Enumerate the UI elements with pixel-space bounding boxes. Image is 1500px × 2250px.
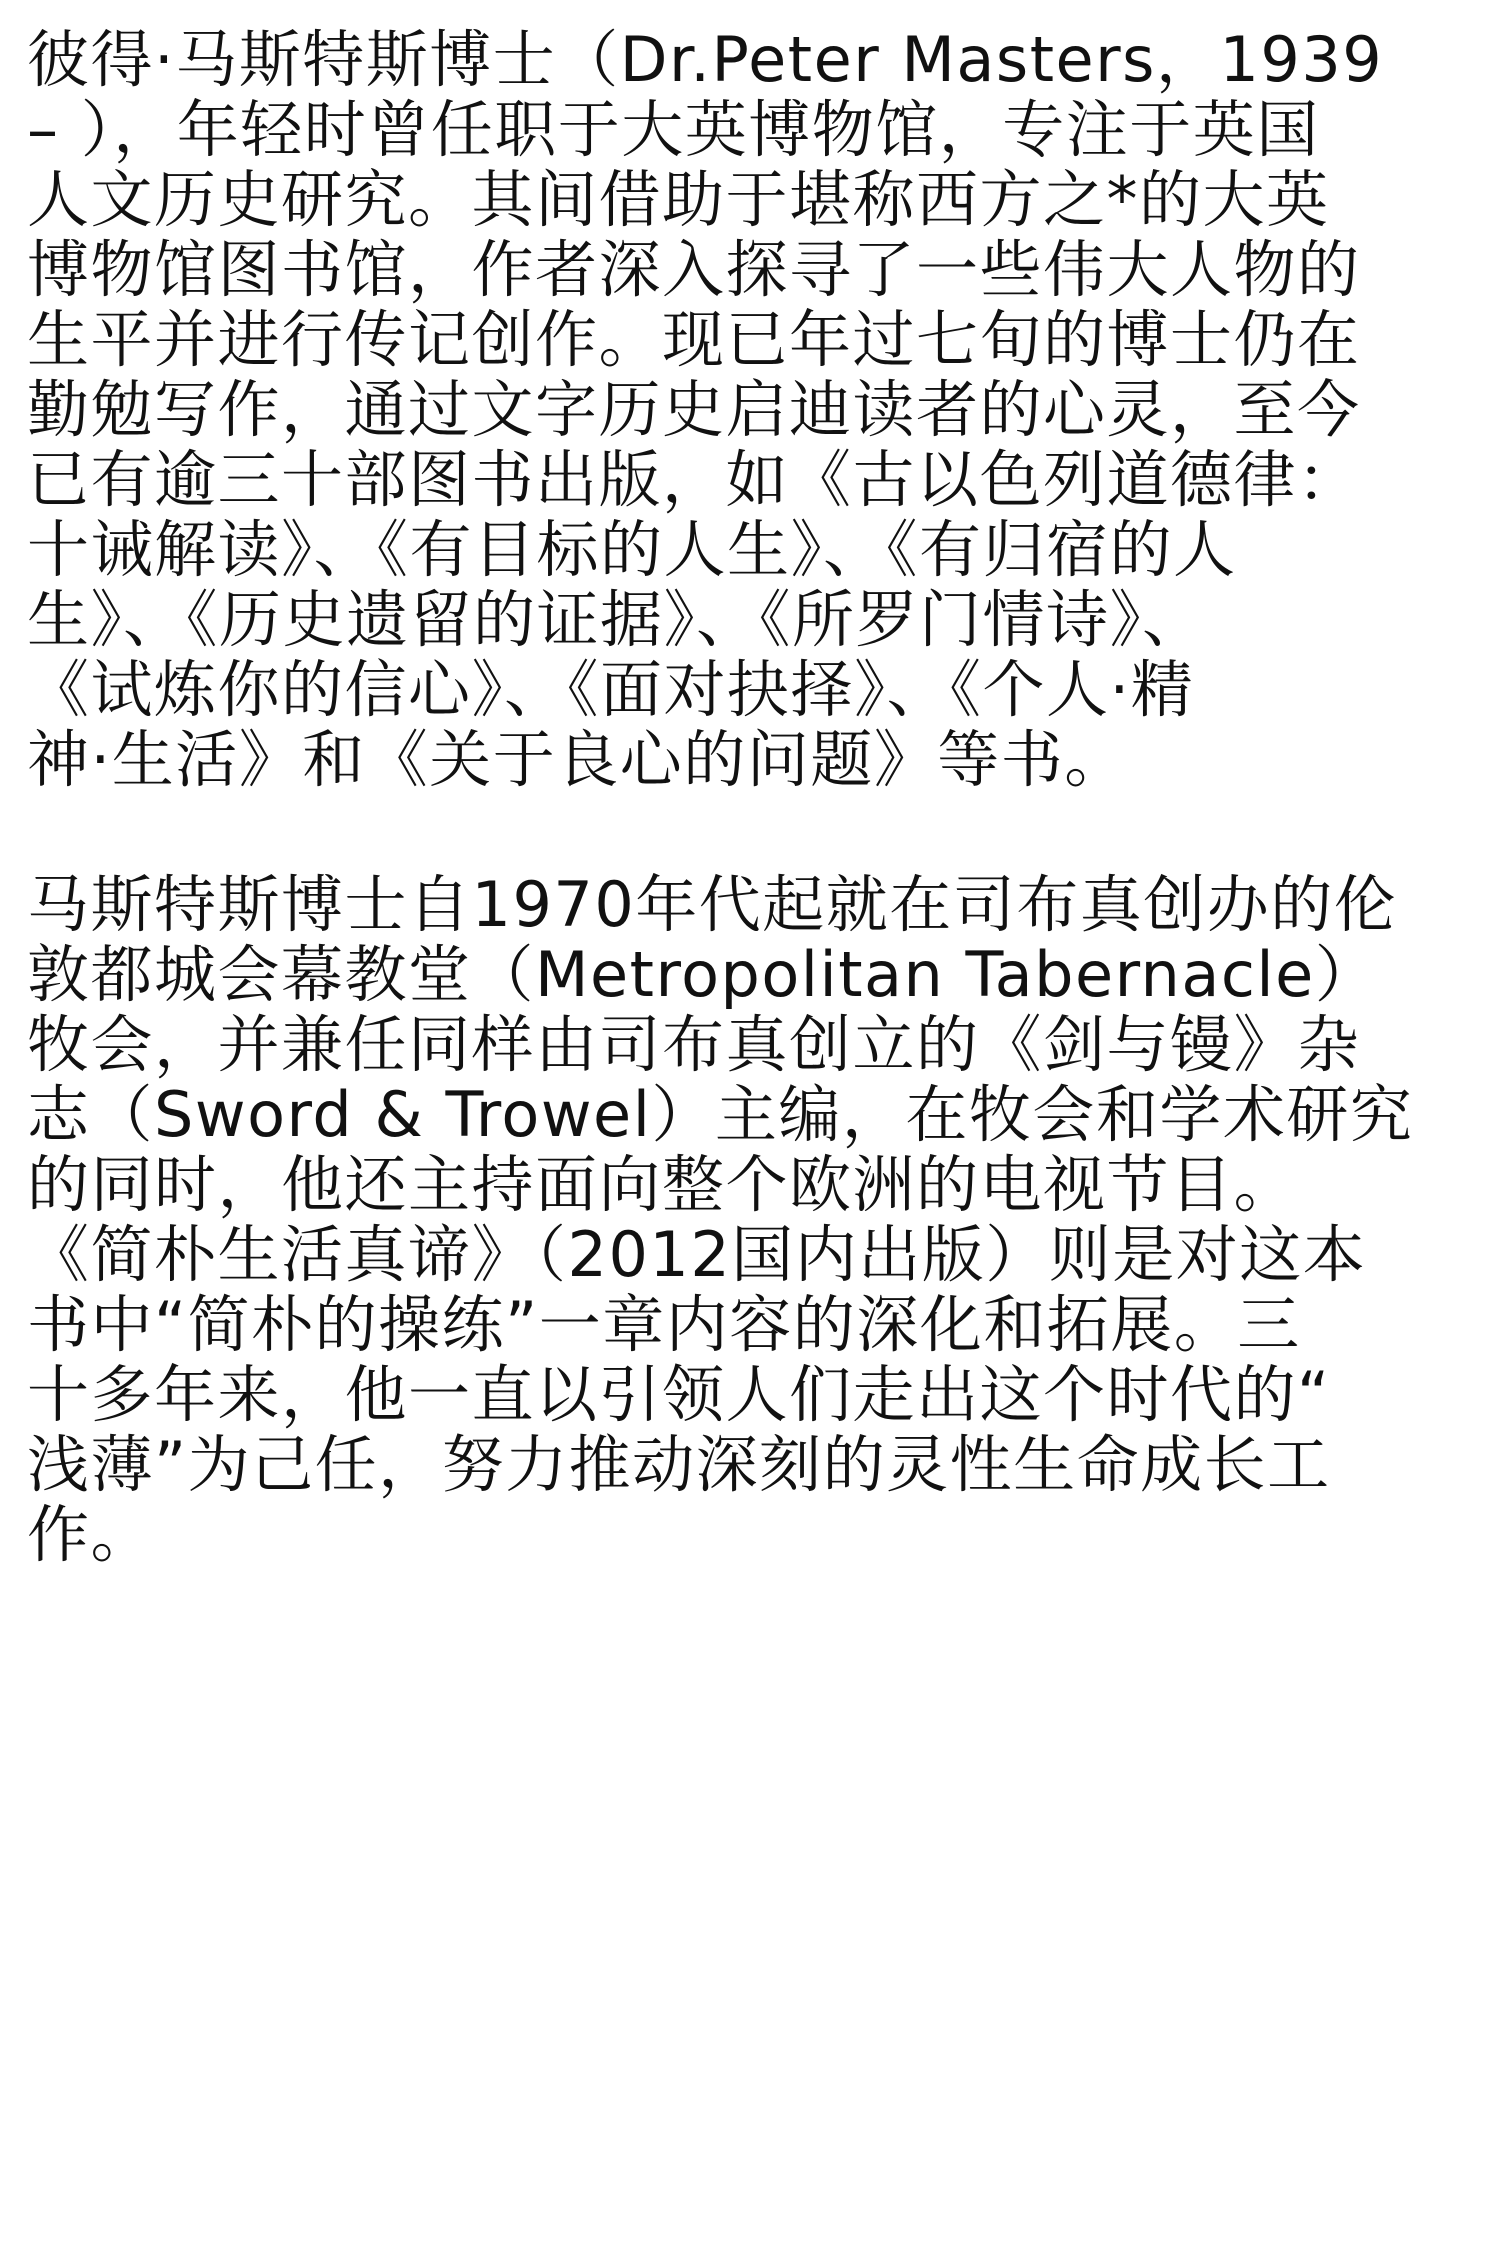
- text-line: 志（Sword & Trowel）主编，在牧会和学术研究: [27, 1078, 1414, 1151]
- text-line: 的同时，他还主持面向整个欧洲的电视节目。: [27, 1148, 1298, 1221]
- text-line: 已有逾三十部图书出版，如《古以色列道德律：: [27, 443, 1361, 516]
- text-line: 生》、《历史遗留的证据》、《所罗门情诗》、: [27, 583, 1206, 656]
- text-line: 作。: [27, 1498, 155, 1571]
- text-line: 生平并进行传记创作。现已年过七旬的博士仍在: [27, 303, 1361, 376]
- text-line: 博物馆图书馆，作者深入探寻了一些伟大人物的: [27, 233, 1361, 306]
- text-line: 十多年来，他一直以引领人们走出这个时代的“: [27, 1358, 1331, 1431]
- text-line: 书中“简朴的操练”一章内容的深化和拓展。三: [27, 1288, 1301, 1361]
- text-line: 《试炼你的信心》、《面对抉择》、《个人·精: [27, 653, 1195, 726]
- text-line: 勤勉写作，通过文字历史启迪读者的心灵，至今: [27, 373, 1361, 446]
- text-line: 十诫解读》、《有目标的人生》、《有归宿的人: [27, 513, 1237, 586]
- text-line: 彼得·马斯特斯博士（Dr.Peter Masters，1939: [27, 23, 1384, 96]
- text-line: 《简朴生活真谛》（2012国内出版）则是对这本: [27, 1218, 1367, 1291]
- text-line: – ），年轻时曾任职于大英博物馆，专注于英国: [27, 93, 1320, 166]
- text-line: 神·生活》和《关于良心的问题》等书。: [27, 723, 1128, 796]
- text-line: 敦都城会幕教堂（Metropolitan Tabernacle）: [27, 938, 1379, 1011]
- text-line: 浅薄”为己任，努力推动深刻的灵性生命成长工: [27, 1428, 1331, 1501]
- text-line: 人文历史研究。其间借助于堪称西方之*的大英: [27, 163, 1330, 236]
- text-line: 牧会，并兼任同样由司布真创立的《剑与镘》杂: [27, 1008, 1361, 1081]
- text-line: 马斯特斯博士自1970年代起就在司布真创办的伦: [27, 868, 1398, 941]
